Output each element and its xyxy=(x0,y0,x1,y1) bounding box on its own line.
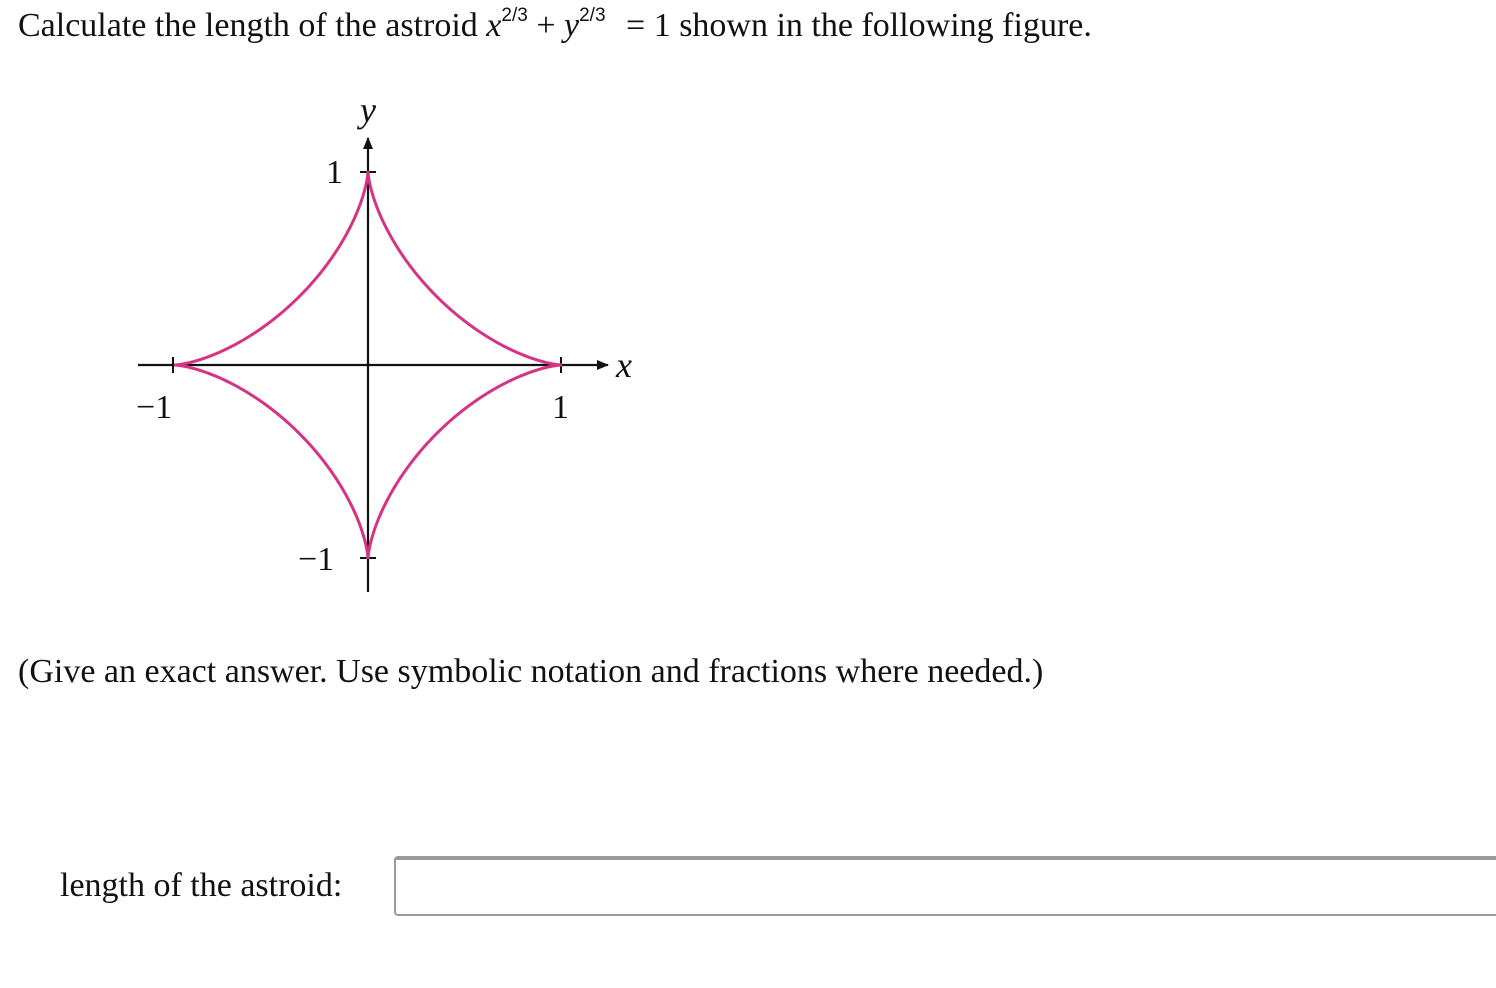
question-text xyxy=(18,2,1092,55)
astroid-figure xyxy=(120,92,660,612)
x-tick-label-neg: −1 xyxy=(136,389,173,426)
x-tick-label-pos: 1 xyxy=(552,389,569,426)
instruction-text: (Give an exact answer. Use symbolic notation and fractions where needed.) xyxy=(18,653,1044,690)
exponent-x: 2/3 xyxy=(501,5,528,26)
variable-y: y xyxy=(564,7,580,44)
y-axis-label: y xyxy=(360,92,376,130)
answer-input[interactable] xyxy=(394,856,1496,916)
plus-sign: + xyxy=(536,7,556,44)
y-tick-label-neg: −1 xyxy=(298,541,335,578)
question-suffix: 1 shown in the following figure. xyxy=(653,7,1092,44)
exponent-y: 2/3 xyxy=(579,5,606,26)
question-prefix: Calculate the length of the astroid xyxy=(18,7,478,44)
answer-label: length of the astroid: xyxy=(60,867,343,904)
equals-sign: = xyxy=(626,7,646,44)
y-tick-label-pos: 1 xyxy=(326,154,343,191)
astroid-graph xyxy=(120,92,660,612)
x-axis-label: x xyxy=(616,345,632,385)
variable-x: x xyxy=(486,7,502,44)
